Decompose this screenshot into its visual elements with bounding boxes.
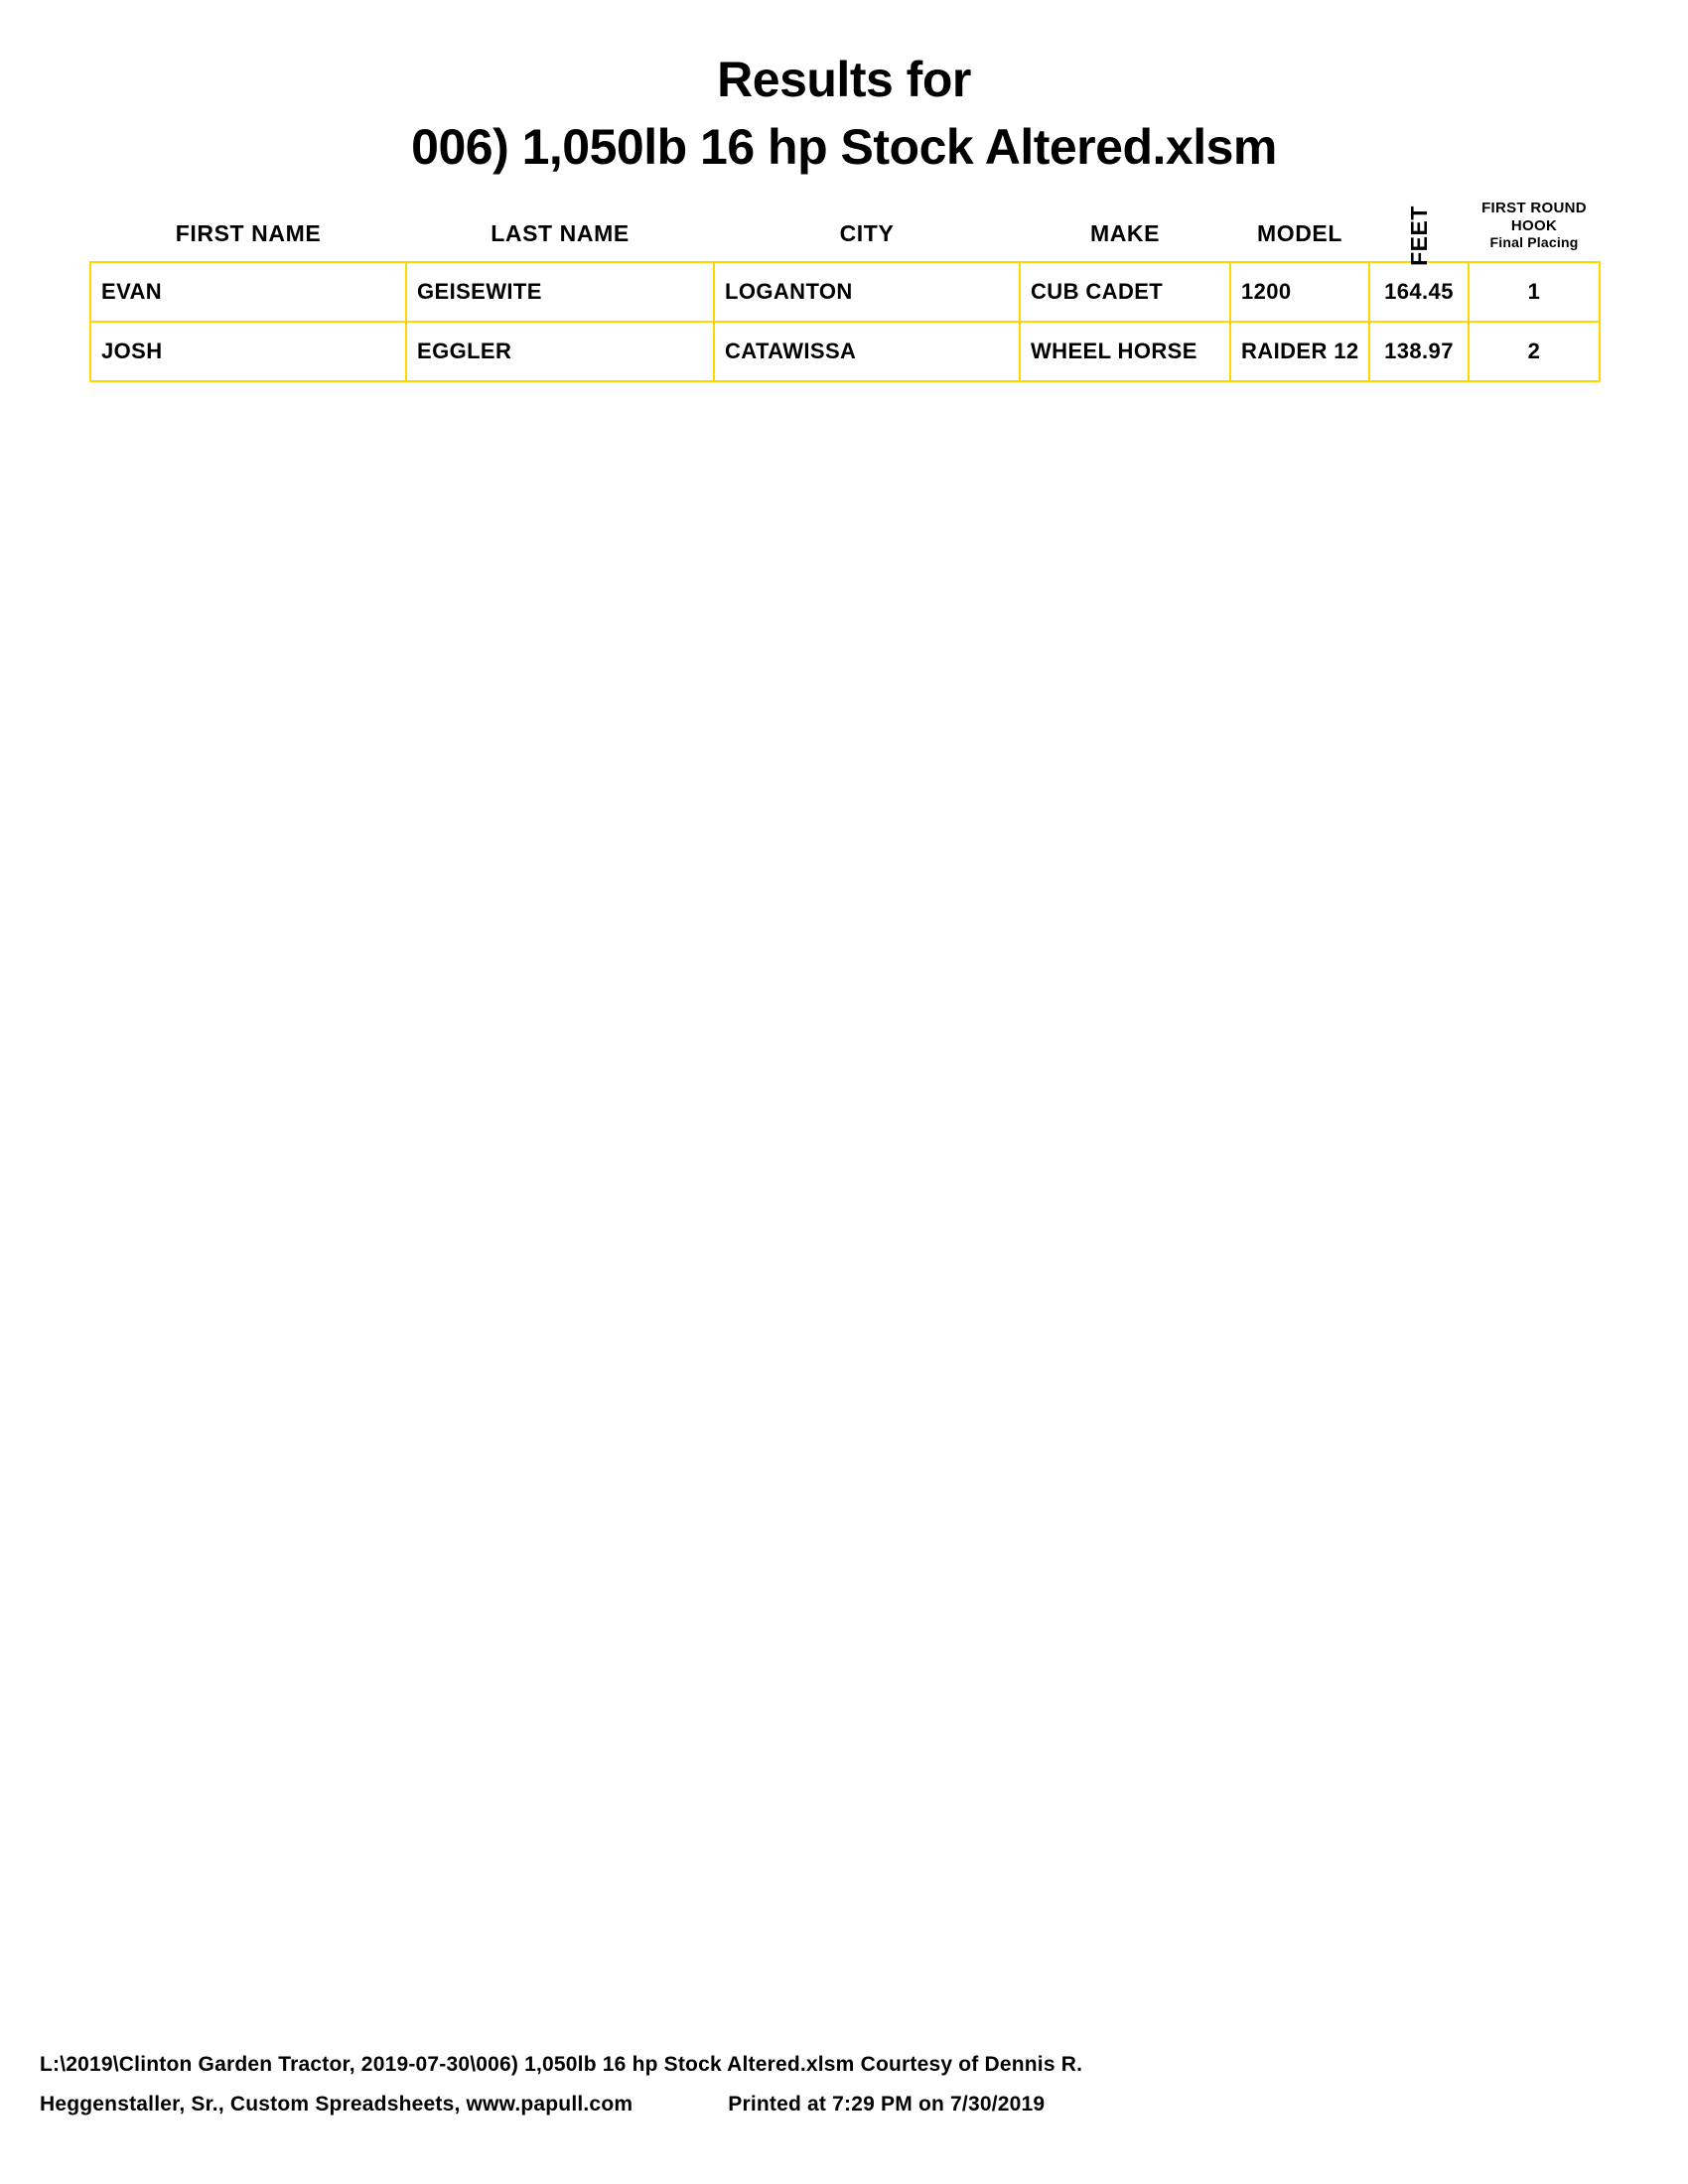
results-table-header [90,200,1600,266]
cell-first-name: JOSH [90,322,406,381]
column-header-last-name: LAST NAME [491,219,630,246]
cell-make: CUB CADET [1020,262,1230,322]
column-header-feet-label: FEET [1405,205,1432,266]
column-header-final-placing-line-2: HOOK [1510,216,1558,234]
cell-model: RAIDER 12 [1230,322,1369,381]
cell-model: 1200 [1230,262,1369,322]
column-header-city: CITY [839,219,895,246]
column-header-final-placing [1469,200,1600,262]
footer-line-2: Heggenstaller, Sr., Custom Spreadsheets, www.papull.com [40,2093,633,2116]
table-row [90,322,1600,381]
cell-first-name: EVAN [90,262,406,322]
cell-feet: 138.97 [1369,322,1469,381]
cell-final-placing: 1 [1469,262,1600,322]
results-table-wrapper [89,200,1599,382]
footer-line-1: L:\2019\Clinton Garden Tractor, 2019-07-30\006) 1,050lb 16 hp Stock Altered.xlsm Courtesy of Dennis R. [40,2053,1083,2077]
document-footer [40,2045,1648,2124]
page-title-line-1: Results for [717,52,971,107]
cell-final-placing: 2 [1469,322,1600,381]
column-header-make: MAKE [1089,219,1161,246]
cell-feet: 164.45 [1369,262,1469,322]
column-header-feet [1369,200,1469,266]
column-header-first-name: FIRST NAME [175,219,322,246]
footer-printed-timestamp: Printed at 7:29 PM on 7/30/2019 [728,2093,1046,2116]
cell-last-name: GEISEWITE [406,262,714,322]
column-header-model: MODEL [1256,219,1343,246]
column-header-final-placing-line-3: Final Placing [1489,234,1579,251]
document-title-block [0,0,1688,178]
cell-last-name: EGGLER [406,322,714,381]
results-table [89,200,1601,382]
cell-make: WHEEL HORSE [1020,322,1230,381]
column-header-final-placing-line-1: FIRST ROUND [1481,200,1587,216]
table-row [90,262,1600,322]
header-row [90,200,1600,262]
page-title-line-2: 006) 1,050lb 16 hp Stock Altered.xlsm [411,118,1277,175]
cell-city: CATAWISSA [714,322,1020,381]
footer-line-2-row [40,2085,1648,2124]
results-table-body [90,262,1600,381]
cell-city: LOGANTON [714,262,1020,322]
